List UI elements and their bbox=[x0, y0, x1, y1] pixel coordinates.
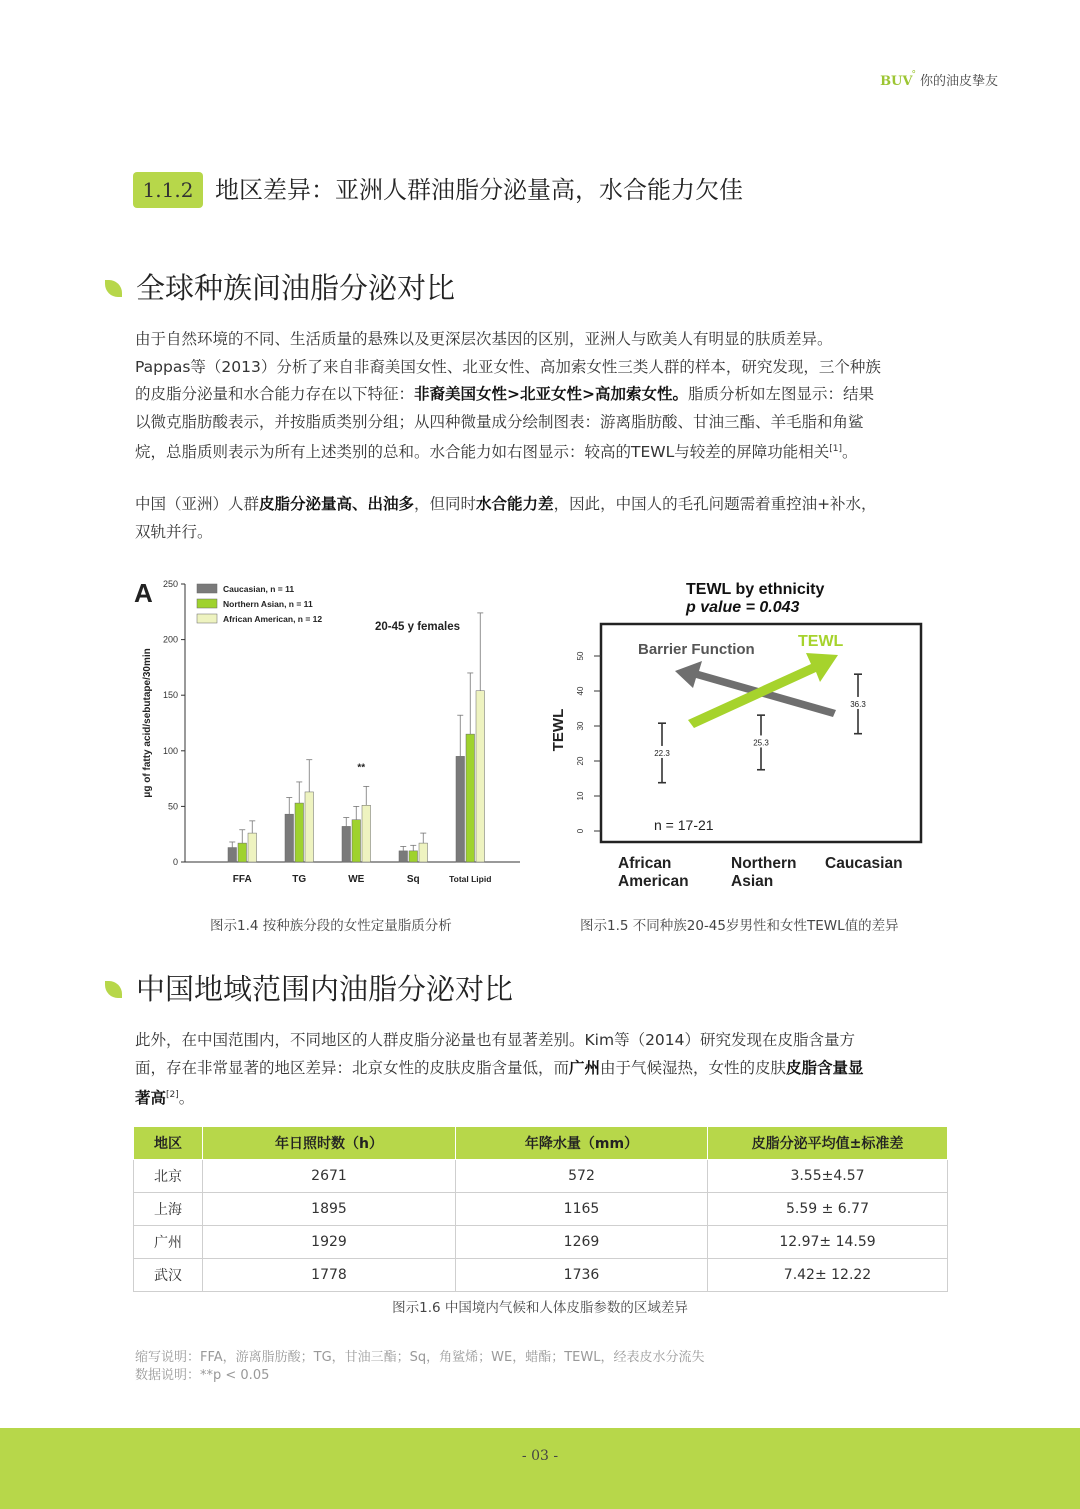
para3-text: 面，存在非常显著的地区差异：北京女性的皮肤皮脂含量低，而 bbox=[135, 1058, 570, 1077]
x-tick-label: American bbox=[618, 873, 689, 890]
lipid-bar-chart bbox=[130, 570, 530, 900]
legend-swatch bbox=[197, 584, 217, 593]
para2-text: 双轨并行。 bbox=[135, 522, 213, 541]
x-tick-label: Asian bbox=[731, 873, 774, 890]
legend-swatch bbox=[197, 599, 217, 608]
bar bbox=[238, 843, 247, 862]
table-row bbox=[134, 1160, 948, 1193]
x-tick-label: TG bbox=[292, 874, 307, 885]
para2-highlight: 水合能力差 bbox=[476, 495, 554, 513]
table-cell: 5.59 ± 6.77 bbox=[708, 1193, 948, 1226]
x-tick-label: Total Lipid bbox=[449, 874, 492, 884]
y-tick-label: 50 bbox=[167, 801, 178, 812]
para1-line3 bbox=[135, 381, 950, 409]
table-cell: 2671 bbox=[203, 1160, 456, 1193]
table-row bbox=[134, 1193, 948, 1226]
value-label: 25.3 bbox=[753, 738, 769, 748]
reference-1[interactable]: [1] bbox=[829, 444, 842, 455]
value-label: 36.3 bbox=[850, 699, 866, 709]
legend-label: Northern Asian, n = 11 bbox=[223, 599, 313, 609]
table-header: 皮脂分泌平均值±标准差 bbox=[708, 1127, 948, 1160]
para3-line1: 此外，在中国范围内，不同地区的人群皮脂分泌量也有显著差别。Kim等（2014）研究发现在皮脂含量方 bbox=[135, 1031, 856, 1049]
legend-swatch bbox=[197, 614, 217, 623]
legend-label: Caucasian, n = 11 bbox=[223, 584, 295, 594]
para1-text: 。 bbox=[841, 443, 858, 462]
table-cell: 上海 bbox=[134, 1193, 203, 1226]
region-table bbox=[133, 1126, 948, 1292]
chart-subtitle: p value = 0.043 bbox=[686, 599, 800, 616]
legend-label: African American, n = 12 bbox=[223, 614, 323, 624]
y-tick-label: 50 bbox=[576, 651, 585, 661]
y-tick-label: 0 bbox=[172, 857, 178, 867]
x-tick-label: Sq bbox=[406, 874, 420, 885]
table-cell: 1165 bbox=[456, 1193, 708, 1226]
para3-text: 由于气候湿热，女性的皮肤 bbox=[600, 1058, 787, 1077]
n-label: n = 17-21 bbox=[654, 817, 714, 833]
chart-title: TEWL by ethnicity bbox=[686, 581, 825, 598]
leaf-icon bbox=[105, 981, 122, 998]
para1-line5 bbox=[135, 436, 950, 467]
paragraph-china bbox=[135, 491, 950, 546]
table-header: 年降水量（mm） bbox=[456, 1127, 708, 1160]
bar bbox=[466, 734, 475, 862]
x-tick-label: FFA bbox=[232, 874, 252, 885]
x-tick-label: African bbox=[618, 855, 672, 872]
table-cell: 武汉 bbox=[134, 1259, 203, 1292]
chart-annotation: 20-45 y females bbox=[375, 621, 461, 633]
brand-logo: BUV bbox=[880, 74, 913, 89]
x-tick-label: Caucasian bbox=[825, 855, 903, 872]
brand-header bbox=[880, 70, 998, 89]
subheading-china bbox=[105, 967, 513, 1008]
bar bbox=[456, 756, 465, 862]
para2-text: ，因此，中国人的毛孔问题需着重控油+补水， bbox=[553, 495, 877, 513]
table-cell: 1736 bbox=[456, 1259, 708, 1292]
x-tick-label: WE bbox=[348, 874, 365, 885]
section-title: 地区差异：亚洲人群油脂分泌量高，水合能力欠佳 bbox=[215, 176, 743, 204]
para3-highlight: 著高 bbox=[135, 1089, 167, 1108]
bar bbox=[285, 814, 294, 862]
table-cell: 1929 bbox=[203, 1226, 456, 1259]
tewl-label: TEWL bbox=[798, 633, 844, 650]
reference-2[interactable]: [2] bbox=[166, 1090, 179, 1101]
y-tick-label: 100 bbox=[162, 745, 178, 756]
table-header: 年日照时数（h） bbox=[203, 1127, 456, 1160]
footer-band bbox=[0, 1428, 1080, 1509]
table-row bbox=[134, 1226, 948, 1259]
bar bbox=[342, 826, 351, 862]
panel-label: A bbox=[134, 578, 153, 608]
significance-mark: ** bbox=[357, 762, 366, 774]
para1-line2: Pappas等（2013）分析了来自非裔美国女性、北亚女性、高加索女性三类人群的样本，研究发现，三个种族 bbox=[135, 357, 881, 376]
y-tick-label: 20 bbox=[576, 756, 585, 766]
para1-line4: 以微克脂肪酸表示，并按脂质类别分组；从四种微量成分绘制图表：游离脂肪酸、甘油三酯、羊毛脂和角鲨 bbox=[135, 412, 864, 431]
bar bbox=[409, 851, 418, 862]
table-caption: 图示1.6 中国境内气候和人体皮脂参数的区域差异 bbox=[392, 1300, 688, 1316]
para1-highlight: 非裔美国女性>北亚女性>高加索女性。 bbox=[414, 385, 688, 404]
barrier-label: Barrier Function bbox=[638, 641, 755, 658]
table-cell: 广州 bbox=[134, 1226, 203, 1259]
data-note: 数据说明：**p < 0.05 bbox=[135, 1368, 270, 1383]
table-cell: 572 bbox=[456, 1160, 708, 1193]
y-axis-label: μg of fatty acid/sebutape/30min bbox=[142, 648, 153, 798]
para1-text: 的皮脂分泌量和水合能力存在以下特征： bbox=[135, 385, 415, 404]
table-cell: 1895 bbox=[203, 1193, 456, 1226]
para3-highlight: 广州 bbox=[569, 1058, 601, 1077]
bar bbox=[295, 803, 304, 862]
table-cell: 1778 bbox=[203, 1259, 456, 1292]
table-cell: 北京 bbox=[134, 1160, 203, 1193]
value-label: 22.3 bbox=[654, 748, 670, 758]
para1-text: 烷，总脂质则表示为所有上述类别的总和。水合能力如右图显示：较高的TEWL与较差的屏障功能相关 bbox=[135, 443, 830, 462]
table-cell: 3.55±4.57 bbox=[708, 1160, 948, 1193]
table-cell: 7.42± 12.22 bbox=[708, 1259, 948, 1292]
y-tick-label: 200 bbox=[162, 634, 178, 645]
abbreviation-note: 缩写说明：FFA，游离脂肪酸；TG，甘油三酯；Sq，角鲨烯；WE，蜡酯；TEWL，经表皮水分流失 bbox=[135, 1350, 705, 1365]
bar bbox=[399, 851, 408, 862]
para1-line1: 由于自然环境的不同、生活质量的悬殊以及更深层次基因的区别，亚洲人与欧美人有明显的肤质差异。 bbox=[135, 330, 833, 348]
bar bbox=[228, 848, 237, 862]
leaf-icon bbox=[105, 280, 122, 297]
bar bbox=[362, 805, 371, 862]
section-number: 1.1.2 bbox=[133, 172, 203, 208]
para2-text: ，但同时 bbox=[414, 495, 477, 513]
table-cell: 12.97± 14.59 bbox=[708, 1226, 948, 1259]
y-tick-label: 250 bbox=[162, 579, 178, 589]
table-header: 地区 bbox=[134, 1127, 203, 1160]
y-tick-label: 0 bbox=[576, 828, 585, 834]
bar bbox=[476, 691, 485, 862]
subheading-china-text: 中国地域范围内油脂分泌对比 bbox=[136, 972, 514, 1006]
page-number: - 03 - bbox=[521, 1448, 559, 1464]
paragraph-intro bbox=[135, 326, 950, 467]
table-cell: 1269 bbox=[456, 1226, 708, 1259]
para3-line3 bbox=[135, 1082, 950, 1113]
x-tick-label: Northern bbox=[731, 855, 797, 872]
tewl-arrow bbox=[688, 653, 838, 728]
para3-line2 bbox=[135, 1055, 950, 1083]
y-tick-label: 10 bbox=[576, 791, 585, 801]
brand-logo-mark: ° bbox=[911, 69, 916, 80]
para2-text: 中国（亚洲）人群 bbox=[135, 495, 260, 513]
chart-b-caption: 图示1.5 不同种族20-45岁男性和女性TEWL值的差异 bbox=[580, 918, 899, 934]
bar bbox=[248, 833, 257, 862]
y-tick-label: 30 bbox=[576, 721, 585, 731]
y-tick-label: 150 bbox=[162, 690, 178, 701]
bar bbox=[352, 820, 361, 862]
para2-highlight: 皮脂分泌量高、出油多 bbox=[259, 495, 415, 513]
paragraph-region bbox=[135, 1027, 950, 1113]
subheading-global bbox=[105, 266, 455, 307]
brand-tagline: 你的油皮挚友 bbox=[919, 74, 998, 89]
subheading-global-text: 全球种族间油脂分泌对比 bbox=[136, 271, 456, 305]
bar bbox=[305, 792, 314, 862]
para3-highlight: 皮脂含量显 bbox=[786, 1058, 864, 1077]
bar bbox=[419, 843, 428, 862]
y-tick-label: 40 bbox=[576, 686, 585, 696]
y-axis-label: TEWL bbox=[550, 708, 567, 752]
table-row bbox=[134, 1259, 948, 1292]
tewl-chart bbox=[548, 572, 928, 902]
chart-a-caption: 图示1.4 按种族分段的女性定量脂质分析 bbox=[210, 918, 452, 934]
para3-text: 。 bbox=[178, 1089, 195, 1108]
para1-text: 脂质分析如左图显示：结果 bbox=[688, 385, 875, 404]
table-header-row bbox=[134, 1127, 948, 1160]
